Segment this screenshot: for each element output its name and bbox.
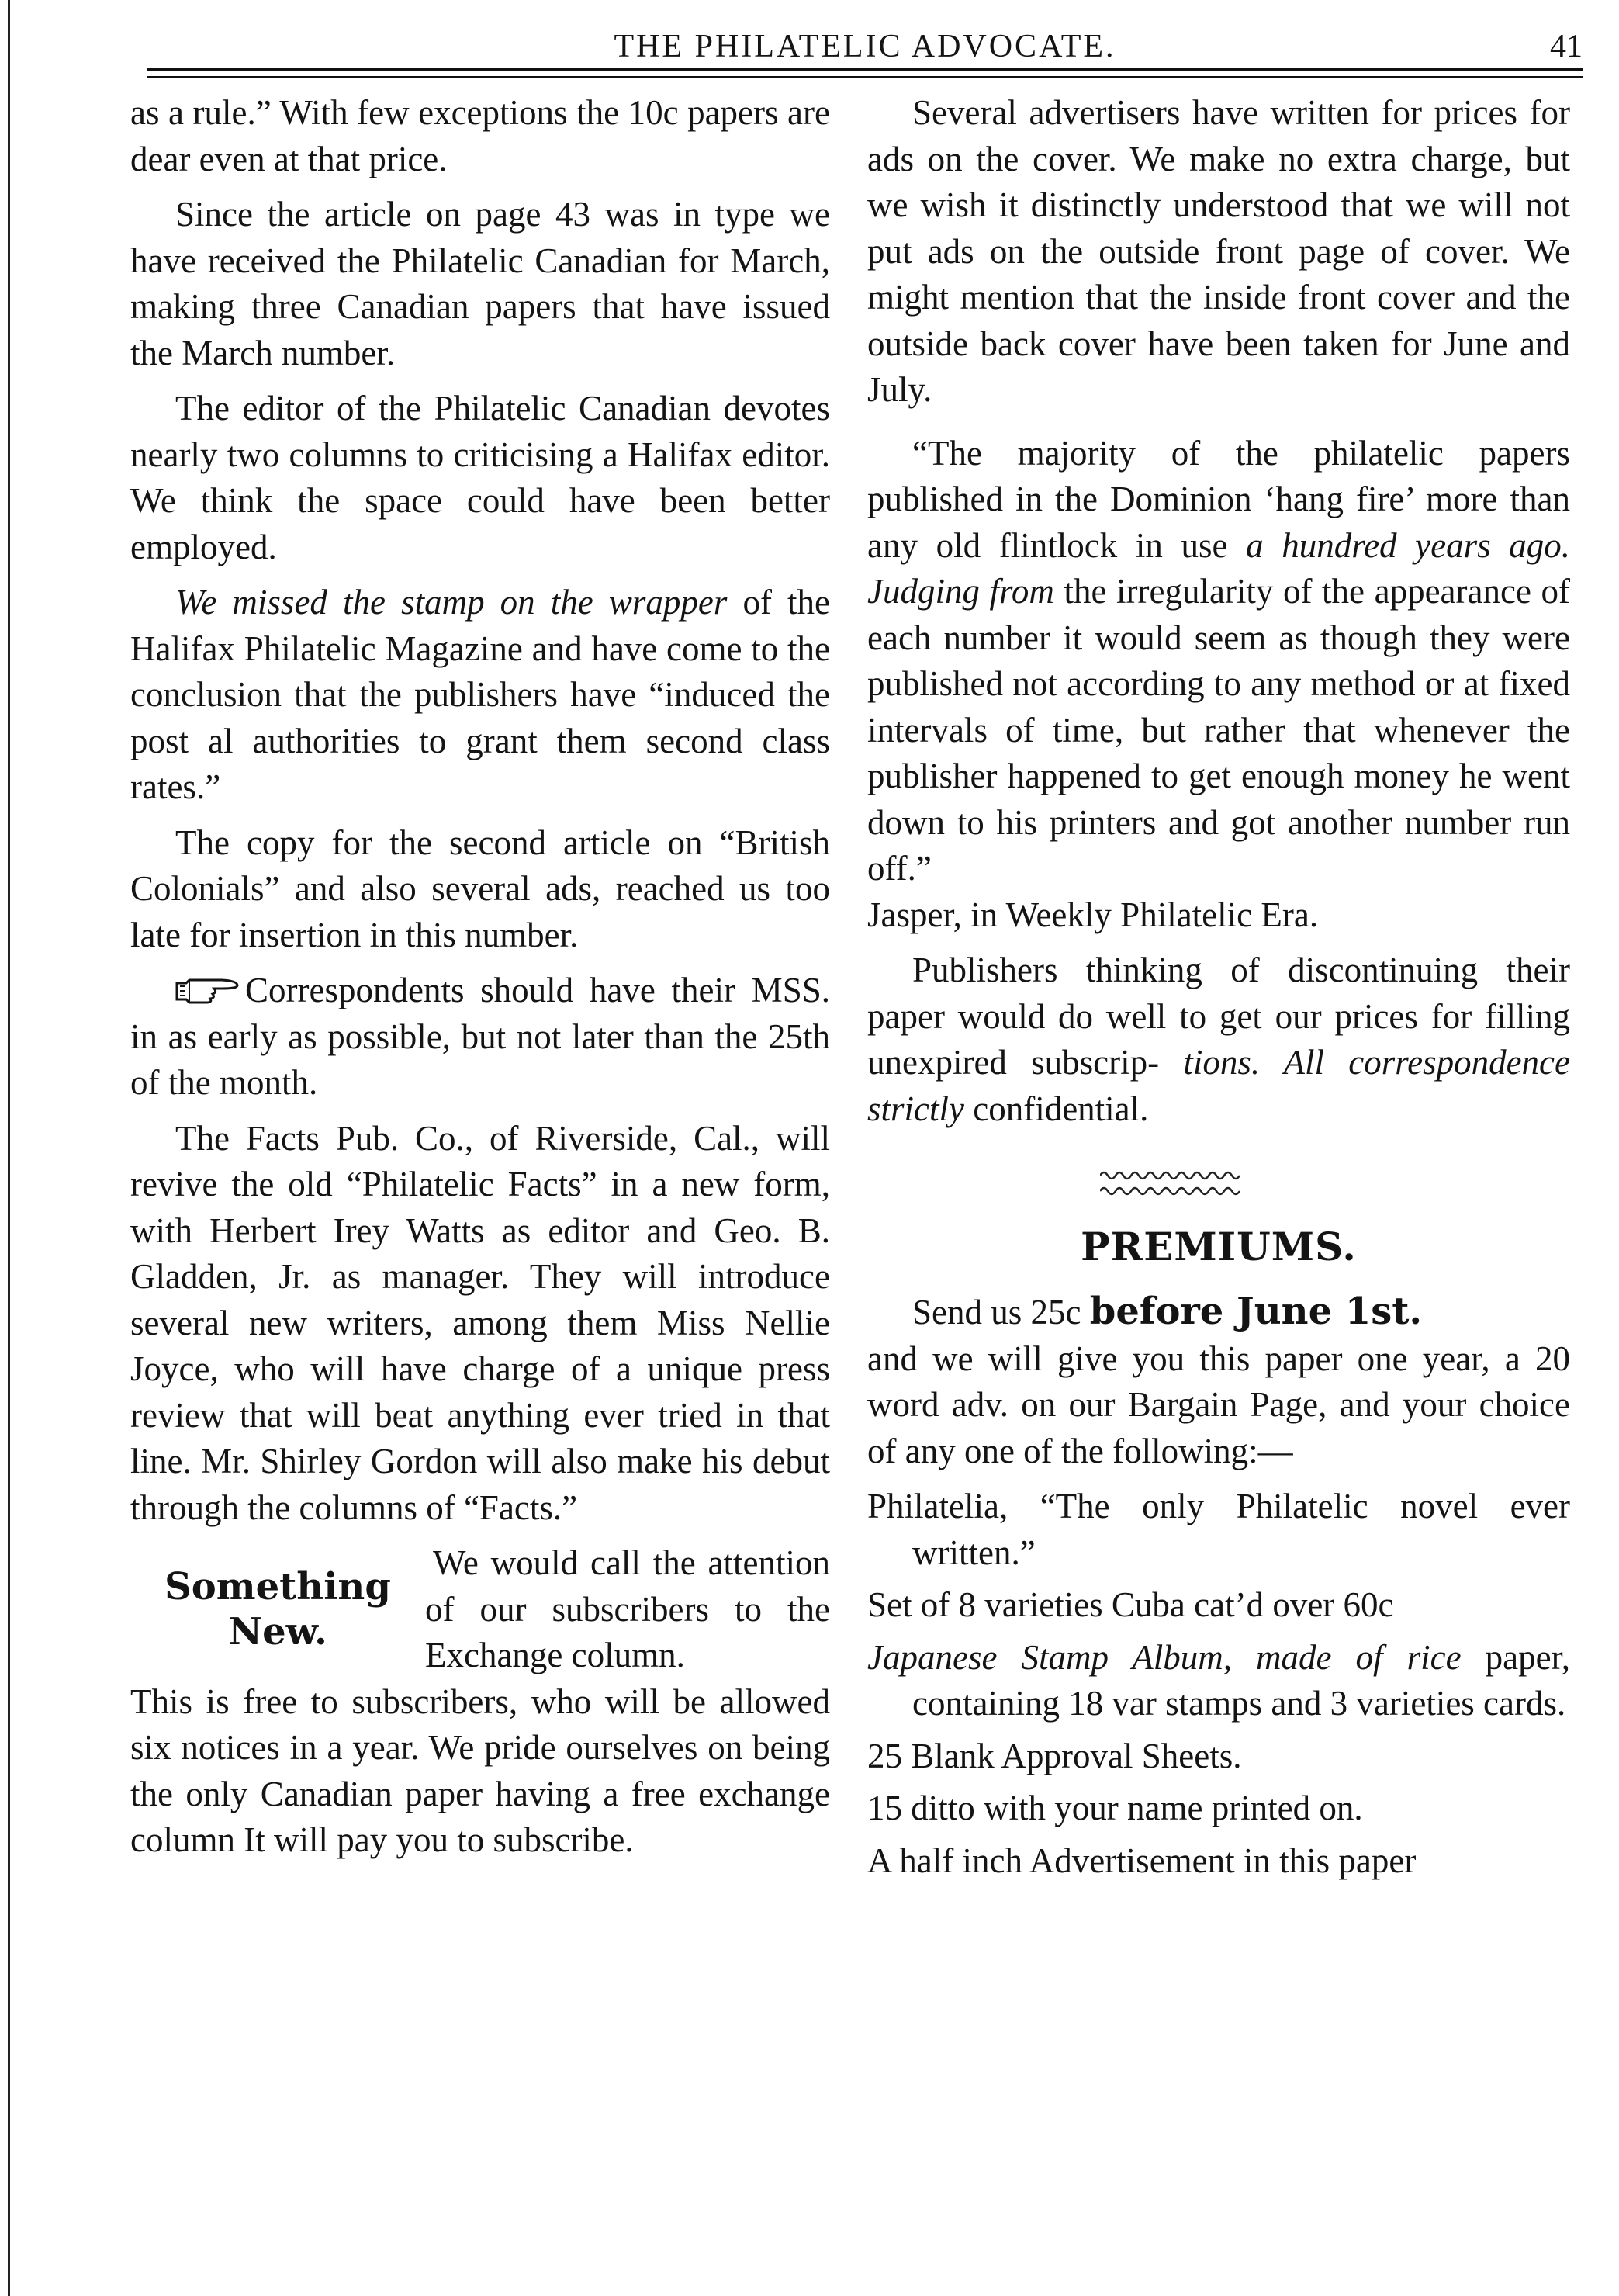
exchange-notice: We would call the attention of our subscribers to the Exchange column. — [425, 1543, 830, 1674]
page-number: 41 — [1550, 29, 1583, 64]
premium-item: 25 Blank Approval Sheets. — [867, 1736, 1242, 1775]
intro-text-a: Send us 25c — [912, 1293, 1081, 1332]
publishers-text-b: confidential. — [973, 1089, 1149, 1128]
pointing-hand-icon — [175, 975, 239, 1005]
paragraph-editor-criticism: The editor of the Philatelic Canadian devotes nearly two columns to criticising a Halifax editor. We think the space could have been better employed. — [130, 389, 830, 566]
item-text: paper, containing 18 var stamps and 3 varieties cards. — [912, 1637, 1571, 1723]
paragraph-publishers — [867, 947, 1570, 1132]
publishers-italic: tions. All correspondence strictly — [867, 1043, 1571, 1128]
quote-text-a: “The majority of the philatelic papers published in the Dominion ‘hang fire’ more than any old flintlock in use — [867, 433, 1570, 565]
premium-item: Set of 8 varieties Cuba cat’d over 60c — [867, 1585, 1394, 1624]
running-header — [147, 26, 1583, 67]
intro-deadline: before June 1st. — [1089, 1290, 1423, 1333]
premiums-heading: PREMIUMS. — [1081, 1224, 1357, 1269]
premium-item: 15 ditto with your name printed on. — [867, 1789, 1363, 1827]
paragraph-halifax-wrapper — [130, 580, 830, 811]
premium-item: Philatelia, “The only Philatelic novel ever written.” — [867, 1487, 1570, 1572]
header-rule-thin — [147, 76, 1583, 78]
italic-phrase: We missed the stamp on the wrapper — [175, 583, 728, 622]
paragraph-british-colonials: The copy for the second article on “British Colonials” and also several ads, reached us too late for insertion in this number. — [130, 822, 830, 954]
something-new-section — [130, 1540, 830, 1679]
page-edge-rule — [8, 0, 10, 2296]
paragraph-text: Correspondents should have their MSS. in as early as possible, but not later than the 25th of the month. — [130, 971, 830, 1102]
heading-line-2: New. — [228, 1610, 327, 1654]
quote-italic: a hundred years ago. Judging from — [867, 525, 1571, 611]
paragraph-correspondents — [130, 968, 830, 1106]
premium-item — [867, 1635, 1570, 1727]
intro-text-b: and we will give you this paper one year, a 20 word adv. on our Bargain Page, and your choice of any one of the following:— — [867, 1338, 1570, 1470]
paragraph-facts-pub: The Facts Pub. Co., of Riverside, Cal., will revive the old “Philatelic Facts” in a new form, with Herbert Irey Watts as editor and Geo. B. Gladden, Jr. as manager. They will introduce several new writers, among them Miss Nellie Joyce, who will have charge of a unique press review that will beat anything ever tried in that line. Mr. Shirley Gordon will also make his debut through the columns of “Facts.” — [130, 1118, 830, 1527]
heading-line-1: Something — [164, 1565, 391, 1609]
premium-item: A half inch Advertisement in this paper — [867, 1841, 1417, 1880]
something-new-heading — [130, 1540, 425, 1679]
paragraph-advertisers: Several advertisers have written for prices for ads on the cover. We make no extra charge, but we wish it distinctly understood that we will not put ads on the outside front page of cover. We might mention that the inside front cover and the outside back cover have been taken for June and July. — [867, 93, 1570, 409]
ornamental-divider — [867, 1168, 1570, 1203]
something-new-side-text — [425, 1540, 830, 1679]
premiums-intro — [867, 1289, 1570, 1474]
paragraph-text: of the Halifax Philatelic Magazine and have come to the conclusion that the publishers have “induced the post al authorities to grant them second class rates.” — [130, 583, 830, 806]
wavy-rule-icon — [1100, 1168, 1364, 1203]
right-column — [867, 90, 1570, 1890]
publishers-text-a: Publishers thinking of discontinuing their paper would do well to get our prices for filling unexpired subscrip- — [867, 951, 1570, 1082]
quote-attribution: Jasper, in Weekly Philatelic Era. — [867, 895, 1319, 934]
item-italic: Japanese Stamp Album, made of rice — [867, 1637, 1462, 1677]
quote-text-b: the irregularity of the appearance of each number it would seem as though they were published not according to any method or at fixed intervals of time, but rather that whenever the publisher happened to get enough money he went down to his printers and got another number run off.” — [867, 572, 1570, 888]
header-rule-thick — [147, 68, 1583, 71]
paragraph-quote-jasper — [867, 431, 1570, 939]
paragraph-continued: as a rule.” With few exceptions the 10c papers are dear even at that price. — [130, 93, 830, 178]
paragraph-exchange-free: This is free to subscribers, who will be allowed six notices in a year. We pride ourselves on being the only Canadian paper having a free exchange column It will pay you to subscribe. — [130, 1681, 830, 1859]
left-column — [130, 90, 830, 1873]
publication-title: THE PHILATELIC ADVOCATE. — [614, 29, 1116, 64]
paragraph-philatelic-canadian: Since the article on page 43 was in type we have received the Philatelic Canadian for March, making three Canadian papers that have issued the March number. — [130, 195, 830, 372]
